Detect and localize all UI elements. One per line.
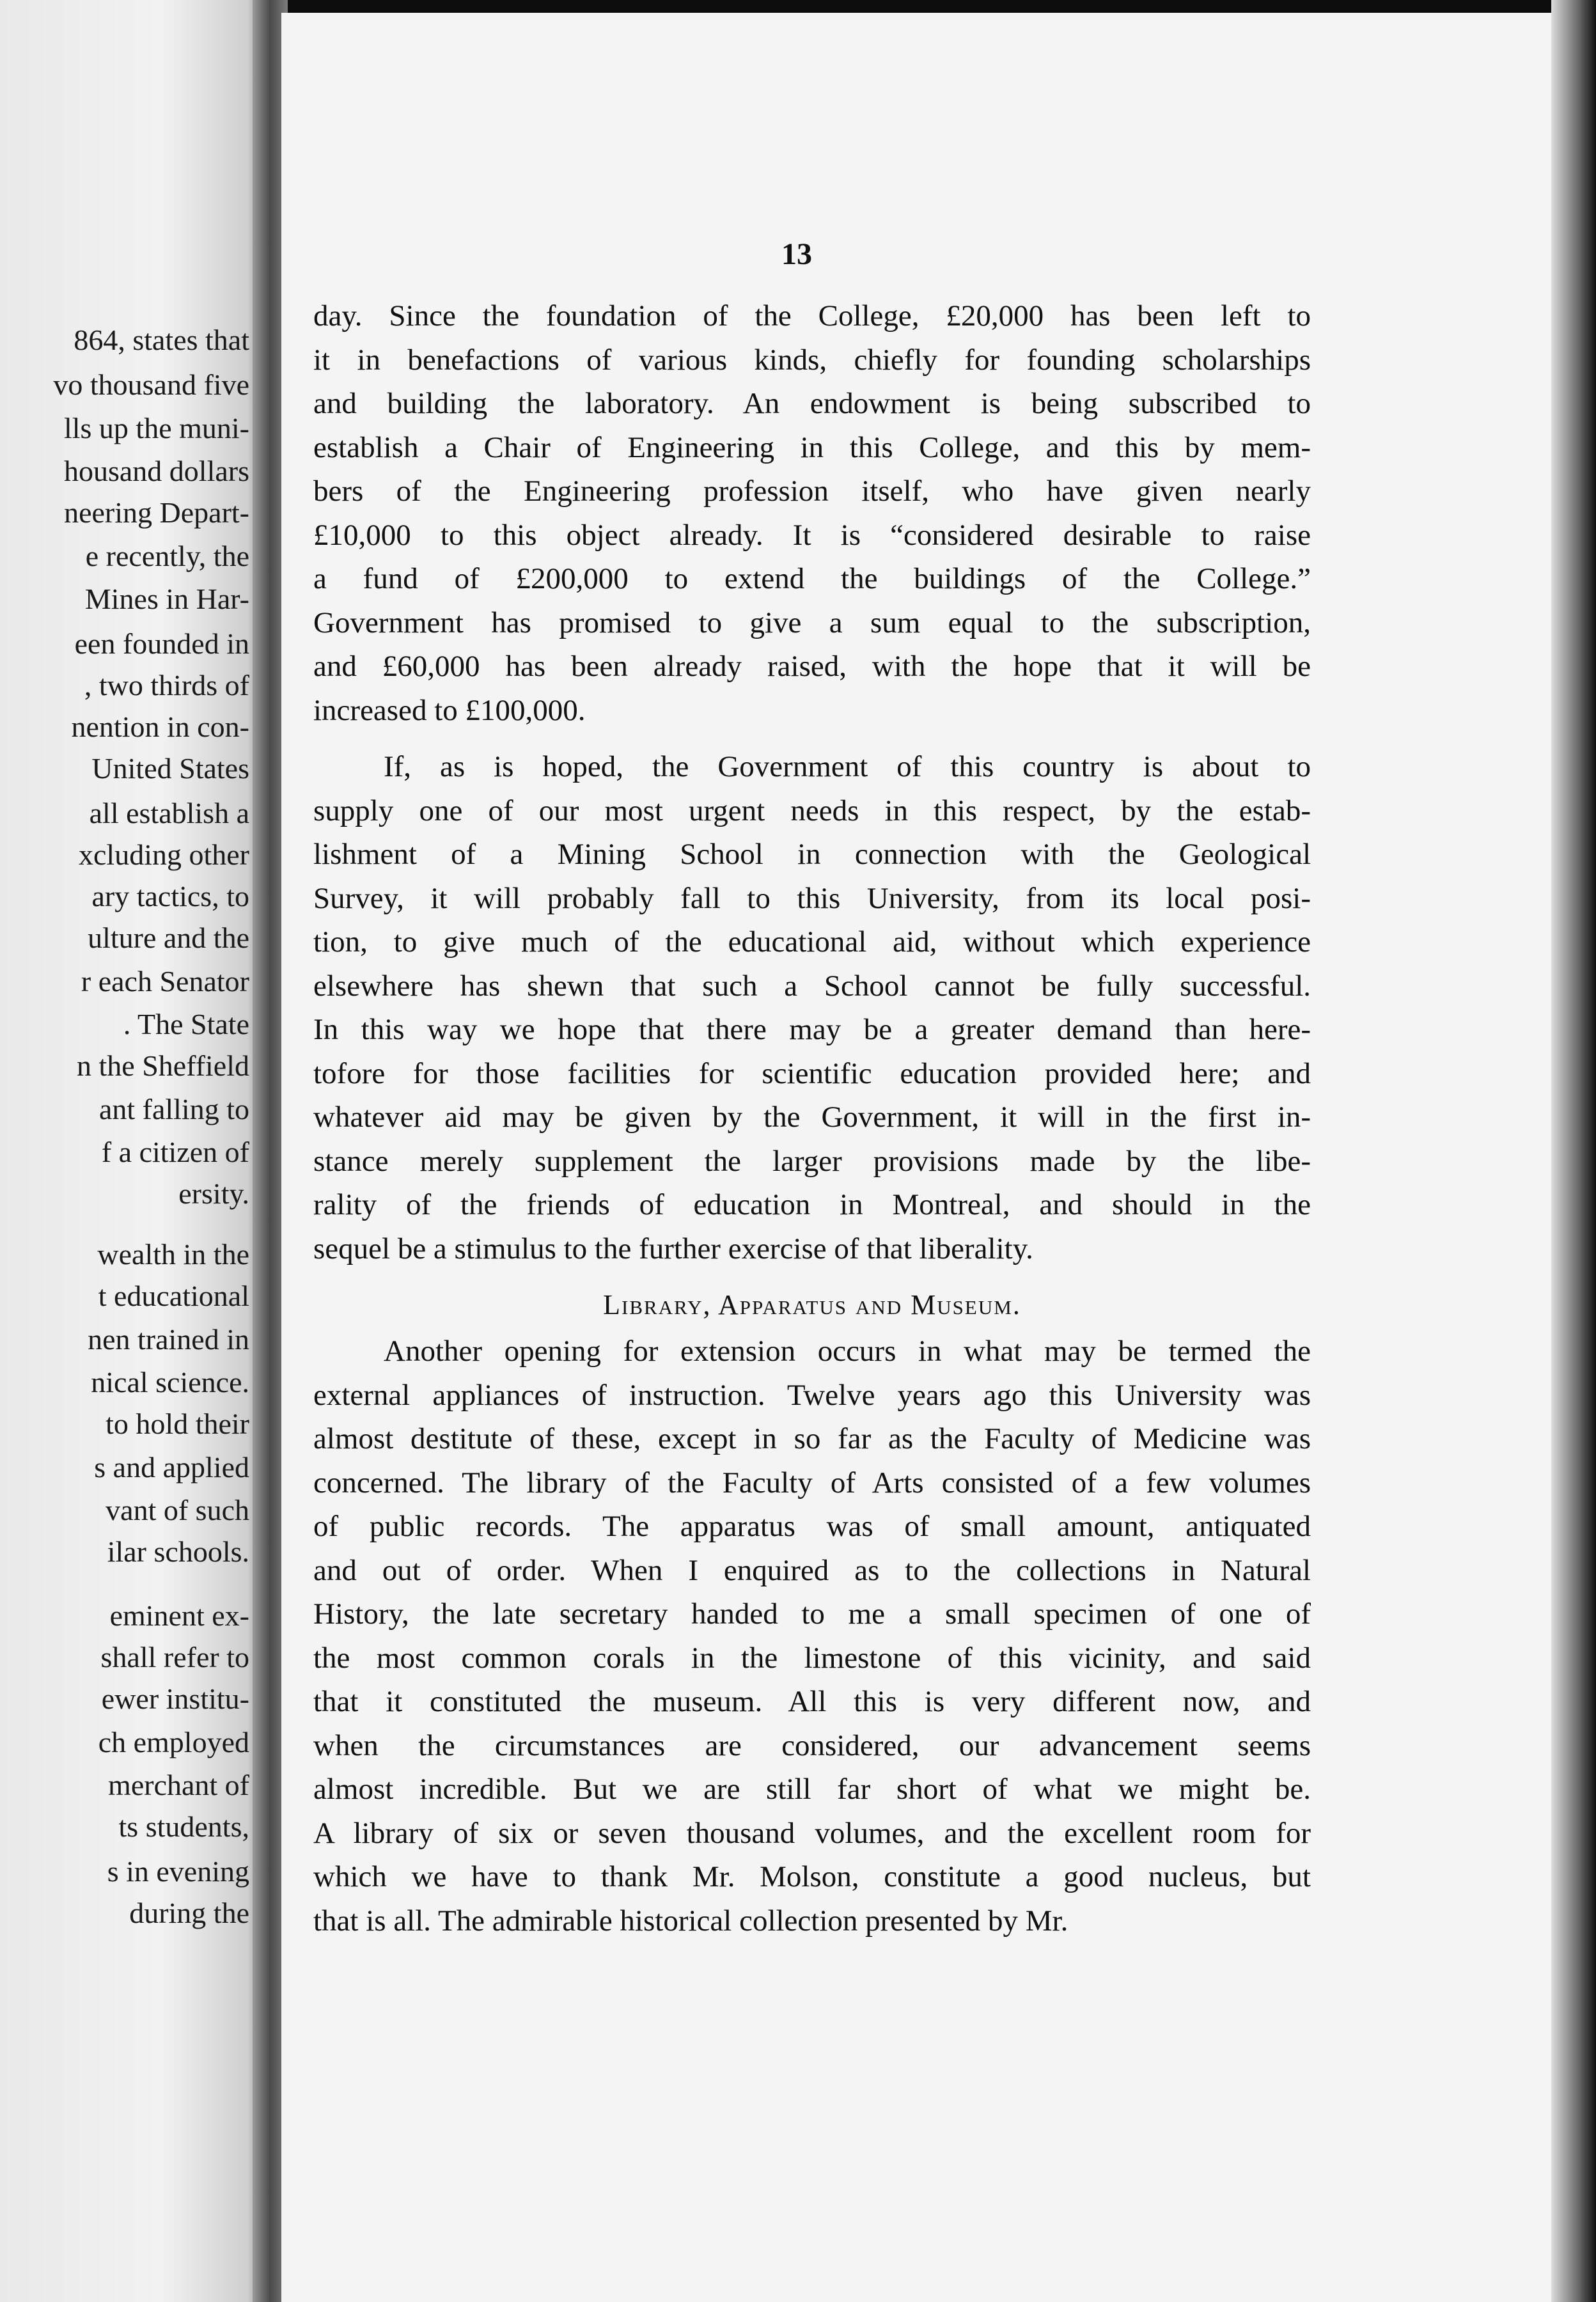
left-fragment-line: all establish a: [89, 797, 249, 829]
left-fragment-line: n the Sheffield: [77, 1049, 249, 1082]
paragraph3-line: when the circumstances are considered, our advancement seems: [313, 1728, 1311, 1762]
left-fragment-line: nention in con-: [71, 710, 249, 743]
left-fragment-line: lls up the muni-: [63, 412, 249, 444]
left-fragment-line: during the: [129, 1897, 249, 1929]
paragraph2-line: Survey, it will probably fall to this University, from its local posi-: [313, 881, 1311, 915]
page-edge-shadow: [1551, 0, 1596, 2302]
left-fragment-line: s and applied: [94, 1451, 249, 1484]
left-fragment-line: 864, states that: [74, 324, 249, 356]
paragraph3-line: almost incredible. But we are still far short of what we might be.: [313, 1773, 1311, 1806]
paragraph1-line: and building the laboratory. An endowment is being subscribed to: [313, 387, 1311, 420]
paragraph3-line: of public records. The apparatus was of small amount, antiquated: [313, 1510, 1311, 1543]
paragraph2-line: elsewhere has shewn that such a School cannot be fully successful.: [313, 969, 1311, 1003]
left-fragment-line: f a citizen of: [101, 1136, 249, 1168]
left-fragment-line: eminent ex-: [109, 1599, 249, 1632]
paragraph2-line: sequel be a stimulus to the further exercise of that liberality.: [313, 1232, 1033, 1265]
left-fragment-line: ulture and the: [88, 921, 249, 954]
left-fragment-line: xcluding other: [79, 838, 249, 871]
paragraph1-line: £10,000 to this object already. It is “considered desirable to raise: [313, 518, 1311, 552]
paragraph3-line: Another opening for extension occurs in what may be termed the: [384, 1335, 1311, 1368]
left-fragment-line: ary tactics, to: [91, 880, 249, 912]
left-fragment-line: ersity.: [178, 1177, 249, 1210]
paragraph-gap: [313, 1271, 1311, 1283]
paragraph1-line: day. Since the foundation of the College, £20,000 has been left to: [313, 299, 1311, 333]
paragraph2-line: lishment of a Mining School in connection with the Geological: [313, 838, 1311, 871]
paragraph-gap: [313, 732, 1311, 745]
left-fragment-line: Mines in Har-: [84, 583, 249, 615]
paragraph3-line: History, the late secretary handed to me a small specimen of one of: [313, 1597, 1311, 1631]
left-fragment-line: ant falling to: [98, 1093, 249, 1125]
left-fragment-line: ilar schools.: [107, 1535, 249, 1568]
left-fragment-line: ch employed: [98, 1726, 249, 1758]
paragraph1-line: bers of the Engineering profession itself, who have given nearly: [313, 474, 1311, 508]
left-fragment-line: wealth in the: [97, 1238, 249, 1271]
paragraph3-line: that is all. The admirable historical collection presented by Mr.: [313, 1904, 1068, 1938]
left-fragment-line: , two thirds of: [84, 669, 249, 701]
left-fragment-line: shall refer to: [100, 1641, 249, 1673]
paragraph1-line: it in benefactions of various kinds, chiefly for founding scholarships: [313, 343, 1311, 377]
paragraph3-line: external appliances of instruction. Twelve years ago this University was: [313, 1378, 1311, 1412]
paragraph3-line: A library of six or seven thousand volumes, and the excellent room for: [313, 1816, 1311, 1850]
left-fragment-line: ewer institu-: [101, 1682, 249, 1715]
paragraph3-line: and out of order. When I enquired as to the collections in Natural: [313, 1553, 1311, 1587]
left-fragment-line: een founded in: [74, 627, 249, 660]
paragraph2-line: tofore for those facilities for scientific education provided here; and: [313, 1056, 1311, 1090]
left-page-fragment: [0, 0, 269, 2302]
paragraph2-line: In this way we hope that there may be a greater demand than here-: [313, 1013, 1311, 1046]
left-fragment-line: United States: [91, 752, 249, 785]
left-fragment-line: vant of such: [106, 1494, 249, 1526]
paragraph3-line: which we have to thank Mr. Molson, constitute a good nucleus, but: [313, 1860, 1311, 1893]
page-body: [313, 294, 1311, 1943]
paragraph2-line: supply one of our most urgent needs in this respect, by the estab-: [313, 794, 1311, 827]
paragraph3-line: almost destitute of these, except in so far as the Faculty of Medicine was: [313, 1422, 1311, 1455]
left-fragment-line: neering Depart-: [64, 496, 249, 529]
paragraph2-line: stance merely supplement the larger provisions made by the libe-: [313, 1144, 1311, 1178]
left-fragment-line: merchant of: [108, 1769, 249, 1801]
left-fragment-line: e recently, the: [85, 540, 249, 572]
left-fragment-line: nen trained in: [88, 1323, 249, 1356]
paragraph3-line: the most common corals in the limestone of this vicinity, and said: [313, 1641, 1311, 1675]
paragraph1-line: establish a Chair of Engineering in this College, and this by mem-: [313, 430, 1311, 464]
left-fragment-line: r each Senator: [81, 965, 249, 998]
left-fragment-line: . The State: [123, 1008, 249, 1040]
left-fragment-line: housand dollars: [63, 455, 249, 487]
paragraph1-line: Government has promised to give a sum equal to the subscription,: [313, 606, 1311, 639]
left-fragment-line: to hold their: [106, 1407, 249, 1440]
left-fragment-line: ts students,: [118, 1810, 249, 1843]
paragraph3-line: concerned. The library of the Faculty of Arts consisted of a few volumes: [313, 1466, 1311, 1499]
paragraph2-line: whatever aid may be given by the Government, it will in the first in-: [313, 1100, 1311, 1134]
paragraph1-line: increased to £100,000.: [313, 693, 586, 727]
left-fragment-line: s in evening: [107, 1855, 249, 1888]
left-fragment-line: t educational: [98, 1280, 249, 1312]
paragraph2-line: tion, to give much of the educational aid, without which experience: [313, 925, 1311, 959]
paragraph2-line: If, as is hoped, the Government of this country is about to: [384, 750, 1311, 783]
page-number: 13: [781, 237, 812, 271]
paragraph3-line: that it constituted the museum. All this is very different now, and: [313, 1685, 1311, 1718]
paragraph1-line: and £60,000 has been already raised, with the hope that it will be: [313, 650, 1311, 683]
paragraph2-line: rality of the friends of education in Montreal, and should in the: [313, 1188, 1311, 1221]
section-heading: Library, Apparatus and Museum.: [603, 1289, 1021, 1320]
left-fragment-line: nical science.: [91, 1366, 249, 1398]
left-fragment-line: vo thousand five: [53, 368, 249, 401]
paragraph1-line: a fund of £200,000 to extend the buildings of the College.”: [313, 562, 1311, 595]
